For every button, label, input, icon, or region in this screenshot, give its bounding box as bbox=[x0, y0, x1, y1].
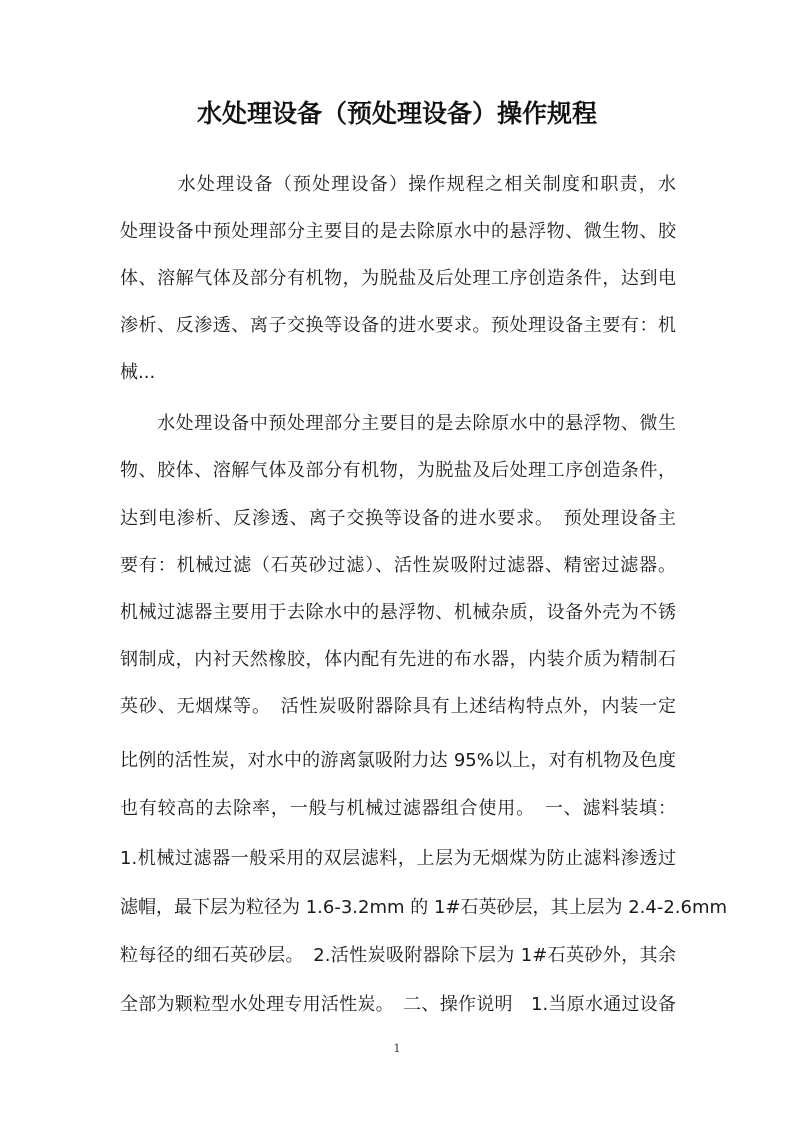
paragraph-line: 物、胶体、溶解气体及部分有机物，为脱盐及后处理工序创造条件， bbox=[120, 460, 676, 481]
paragraph-line: 英砂、无烟煤等。 活性炭吸附器除具有上述结构特点外，内装一定 bbox=[120, 696, 676, 717]
paragraph-line: 体、溶解气体及部分有机物，为脱盐及后处理工序创造条件，达到电 bbox=[120, 268, 676, 289]
paragraph-line: 械... bbox=[120, 362, 156, 383]
document-title: 水处理设备（预处理设备）操作规程 bbox=[196, 99, 597, 128]
paragraph-line: 比例的活性炭，对水中的游离氯吸附力达 95%以上，对有机物及色度 bbox=[120, 750, 676, 771]
paragraph-line: 水处理设备（预处理设备）操作规程之相关制度和职责，水 bbox=[120, 174, 676, 195]
paragraph-line: 1.机械过滤器一般采用的双层滤料，上层为无烟煤为防止滤料渗透过 bbox=[120, 848, 676, 869]
paragraph-line: 也有较高的去除率，一般与机械过滤器组合使用。 一、滤料装填： bbox=[120, 798, 676, 819]
paragraph-line: 处理设备中预处理部分主要目的是去除原水中的悬浮物、微生物、胶 bbox=[120, 221, 676, 242]
paragraph-line: 全部为颗粒型水处理专用活性炭。 二、操作说明 1.当原水通过设备 bbox=[120, 994, 676, 1015]
paragraph-line: 要有：机械过滤（石英砂过滤）、活性炭吸附过滤器、精密过滤器。 bbox=[120, 555, 676, 576]
paragraph-line: 渗析、反渗透、离子交换等设备的进水要求。预处理设备主要有：机 bbox=[120, 315, 676, 336]
paragraph-line: 钢制成，内衬天然橡胶，体内配有先进的布水器，内装介质为精制石 bbox=[120, 649, 676, 670]
paragraph-line: 机械过滤器主要用于去除水中的悬浮物、机械杂质，设备外壳为不锈 bbox=[120, 602, 676, 623]
page-number: 1 bbox=[393, 1042, 401, 1055]
paragraph-line: 滤帽，最下层为粒径为 1.6-3.2mm 的 1#石英砂层，其上层为 2.4-2.6mm bbox=[120, 897, 728, 918]
paragraph-line: 达到电渗析、反渗透、离子交换等设备的进水要求。 预处理设备主 bbox=[120, 508, 676, 529]
paragraph-line: 粒每径的细石英砂层。 2.活性炭吸附器除下层为 1#石英砂外，其余 bbox=[120, 945, 676, 966]
paragraph-line: 水处理设备中预处理部分主要目的是去除原水中的悬浮物、微生 bbox=[120, 413, 676, 434]
